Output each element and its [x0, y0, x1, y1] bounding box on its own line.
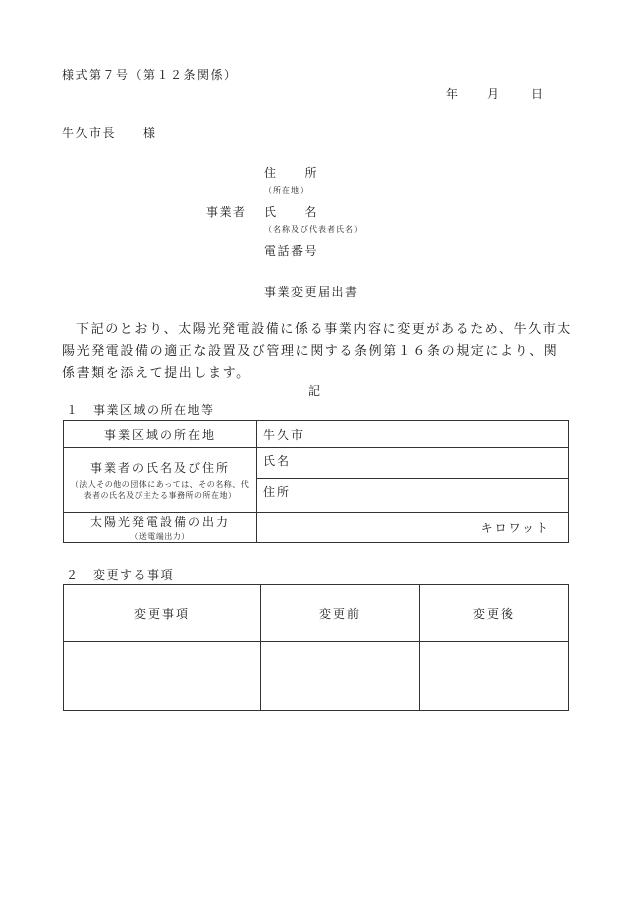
changes-header-before: [261, 585, 420, 642]
name-label: 氏 名: [264, 205, 319, 219]
change-item-cell[interactable]: [64, 642, 261, 711]
applicant-role-label: 事業者: [206, 205, 247, 219]
location-label: 事業区域の所在地: [103, 427, 216, 442]
changes-table: [63, 584, 569, 711]
output-unit: キロワット: [480, 521, 550, 535]
ki-mark: 記: [308, 384, 322, 398]
date-day: 日: [531, 87, 545, 101]
changes-header-after: [420, 585, 569, 642]
output-note: （送電端出力）: [130, 532, 190, 541]
address-note: （所在地）: [264, 186, 309, 195]
name-note: （名称及び代表者氏名）: [264, 225, 363, 234]
location-value-cell[interactable]: [257, 421, 569, 448]
changes-header-item: [64, 585, 261, 642]
section2-heading: ２ 変更する事項: [66, 568, 175, 582]
owner-note: （法人その他の団体にあっては、その名称、代表者の氏名及び主たる事務所の所在地）: [70, 480, 250, 500]
location-value: 牛久市: [263, 427, 306, 442]
owner-address-field: 住所: [263, 485, 292, 499]
form-number: 様式第７号（第１２条関係）: [62, 68, 238, 82]
owner-label-cell: [64, 448, 257, 513]
body-paragraph: 下記のとおり、太陽光発電設備に係る事業内容に変更があるため、牛久市太陽光発電設備の適正な設置及び管理に関する条例第１６条の規定により、関係書類を添えて提出します。: [62, 322, 572, 381]
phone-label: 電話番号: [264, 244, 319, 258]
addressee: 牛久市長 様: [62, 126, 157, 140]
header-before: 変更前: [318, 606, 361, 621]
change-after-cell[interactable]: [420, 642, 569, 711]
owner-label: 事業者の氏名及び住所: [89, 461, 230, 475]
output-label: 太陽光発電設備の出力: [89, 515, 230, 529]
location-table: [63, 420, 569, 543]
output-label-cell: [64, 513, 257, 543]
section1-heading: １ 事業区域の所在地等: [66, 403, 215, 417]
date-year: 年: [446, 87, 460, 101]
address-label: 住 所: [264, 166, 319, 180]
output-value-cell[interactable]: [257, 513, 569, 543]
owner-name-cell[interactable]: [257, 448, 569, 479]
location-label-cell: [64, 421, 257, 448]
header-change-item: 変更事項: [133, 606, 190, 621]
change-before-cell[interactable]: [261, 642, 420, 711]
header-after: 変更後: [472, 606, 515, 621]
document-title: 事業変更届出書: [264, 285, 359, 299]
owner-address-cell[interactable]: [257, 479, 569, 513]
date-month: 月: [487, 87, 501, 101]
owner-name-field: 氏名: [263, 454, 292, 468]
